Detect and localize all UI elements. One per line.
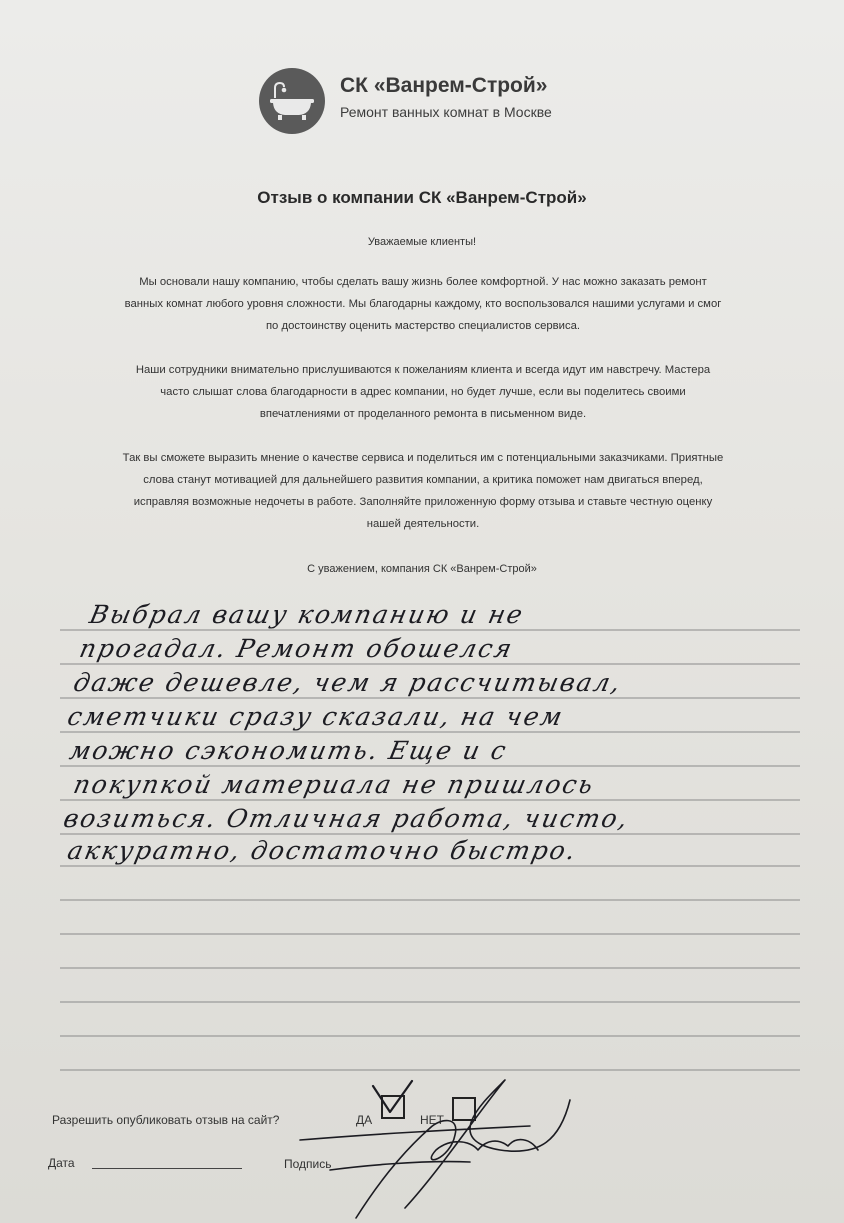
yes-checkbox[interactable] bbox=[381, 1095, 405, 1119]
date-field[interactable] bbox=[92, 1168, 242, 1169]
greeting: Уважаемые клиенты! bbox=[367, 236, 477, 248]
review-line: покупкой материала не пришлось bbox=[70, 770, 598, 799]
publish-question: Разрешить опубликовать отзыв на сайт? bbox=[52, 1113, 280, 1127]
paragraph-line: Мы основали нашу компанию, чтобы сделать вашу жизнь более комфортной. У нас можно заказать ремонт bbox=[139, 276, 707, 288]
paragraph-line: слова станут мотивацией для дальнейшего развития компании, а критика поможет нам двигаться вперед, bbox=[143, 474, 703, 486]
review-line: прогадал. Ремонт обошелся bbox=[76, 634, 517, 663]
signature-label: Подпись bbox=[284, 1157, 332, 1171]
no-checkbox[interactable] bbox=[452, 1097, 476, 1121]
paragraph-line: Так вы сможете выразить мнение о качестве сервиса и поделиться им с потенциальными заказчиками. Приятные bbox=[122, 452, 724, 464]
review-line: аккуратно, достаточно быстро. bbox=[64, 836, 580, 865]
review-line: возиться. Отличная работа, чисто, bbox=[60, 804, 632, 833]
closing-signature-text: С уважением, компания СК «Ванрем-Строй» bbox=[307, 563, 537, 575]
document-title: Отзыв о компании СК «Ванрем-Строй» bbox=[257, 188, 587, 207]
review-line: сметчики сразу сказали, на чем bbox=[64, 702, 567, 731]
paragraph-line: Наши сотрудники внимательно прислушиваются к пожеланиям клиента и всегда идут им навстречу. Мастера bbox=[135, 364, 711, 376]
no-label: НЕТ bbox=[420, 1113, 444, 1127]
review-line: даже дешевле, чем я рассчитывал, bbox=[70, 668, 625, 697]
review-line: можно сэкономить. Еще и с bbox=[66, 736, 511, 765]
paragraph-line: нашей деятельности. bbox=[366, 518, 480, 530]
paragraph-line: впечатлениями от проделанного ремонта в письменном виде. bbox=[259, 408, 587, 420]
yes-label: ДА bbox=[356, 1113, 373, 1127]
date-label: Дата bbox=[48, 1156, 75, 1170]
paragraph-line: по достоинству оценить мастерство специалистов сервиса. bbox=[265, 320, 581, 332]
paragraph-line: ванных комнат любого уровня сложности. Мы благодарны каждому, кто воспользовался нашими услугами и смог bbox=[124, 298, 722, 310]
paragraph-line: исправляя возможные недочеты в работе. Заполняйте приложенную форму отзыва и ставьте честную оценку bbox=[133, 496, 713, 508]
review-line: Выбрал вашу компанию и не bbox=[86, 600, 527, 629]
company-tagline: Ремонт ванных комнат в Москве bbox=[340, 104, 552, 120]
paragraph-line: часто слышат слова благодарности в адрес компании, но будет лучше, если вы поделитесь своими bbox=[160, 386, 686, 398]
company-name: СК «Ванрем-Строй» bbox=[340, 74, 548, 97]
